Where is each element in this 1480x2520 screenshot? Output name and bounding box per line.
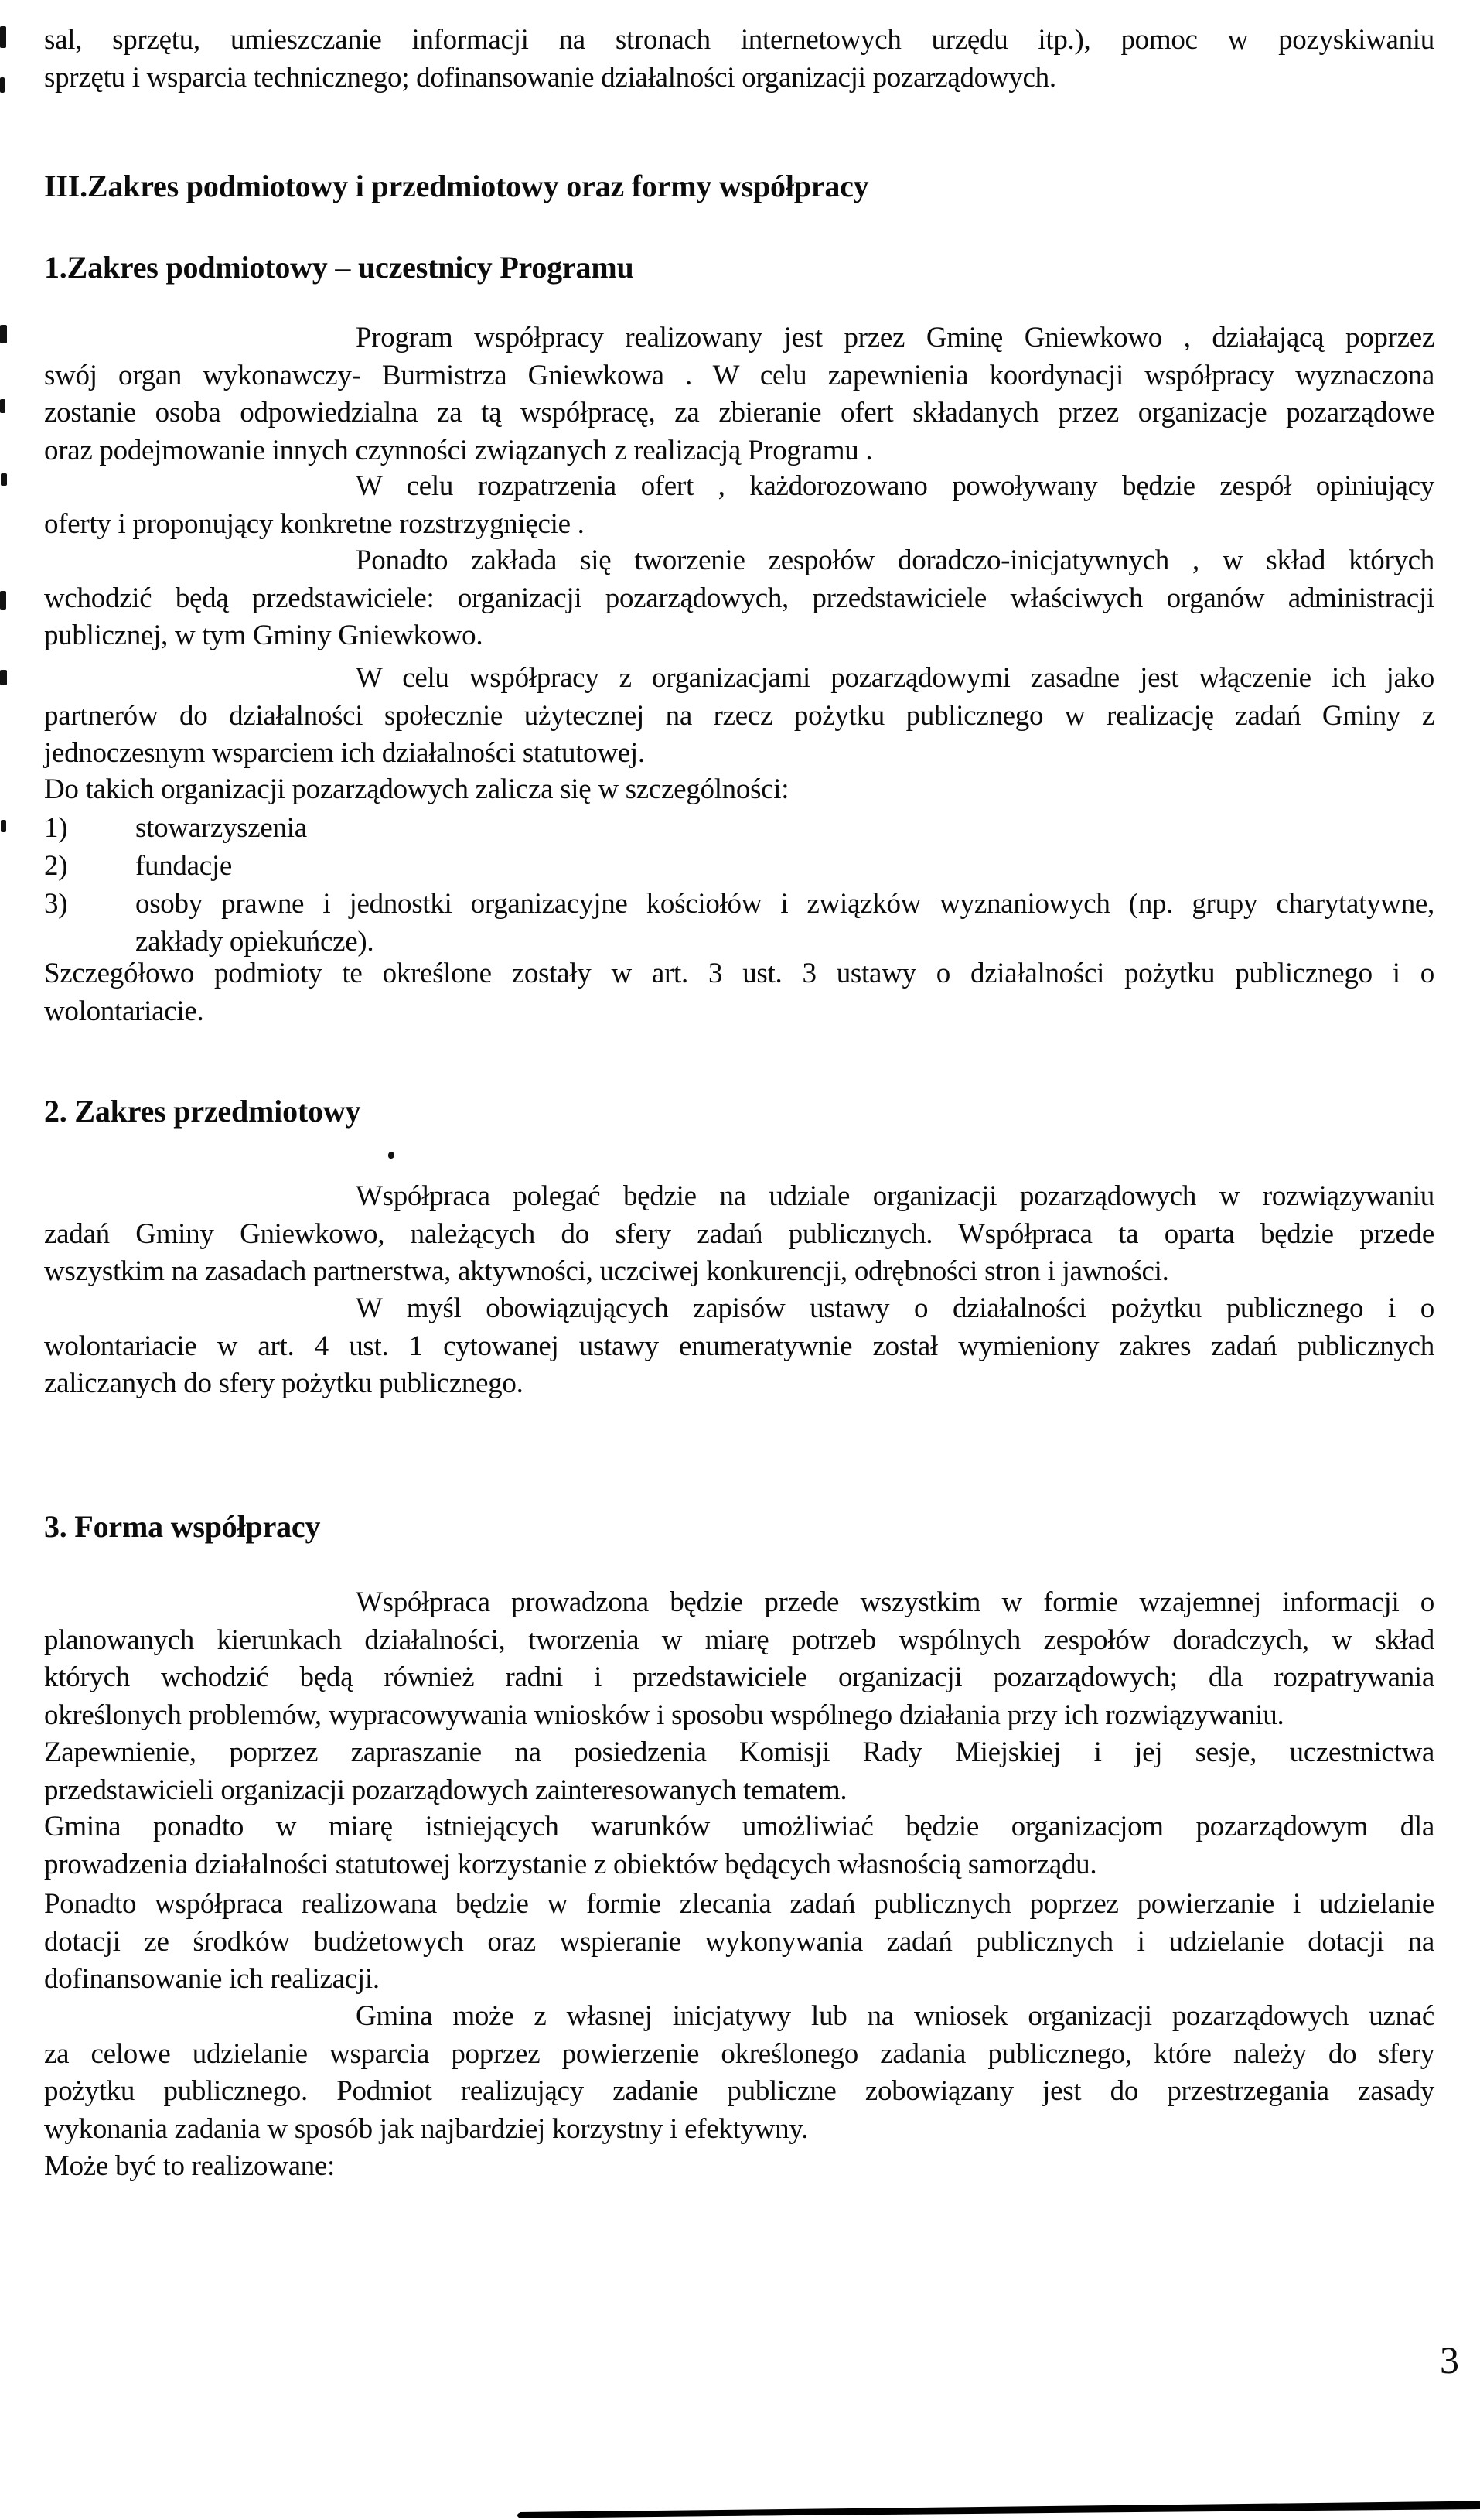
text-line: publicznej, w tym Gminy Gniewkowo. xyxy=(44,620,483,651)
text-line: zaliczanych do sfery pożytku publicznego. xyxy=(44,1368,523,1399)
text-line: oferty i proponujący konkretne rozstrzygnięcie . xyxy=(44,507,585,540)
text-line: W celu rozpatrzenia ofert , każdorozowano powoływany będzie zespół opiniujący xyxy=(356,470,1434,502)
list-item-text xyxy=(135,810,1434,848)
text-line: planowanych kierunkach działalności, tworzenia w miarę potrzeb wspólnych zespołów doradczych, w skład xyxy=(44,1624,1434,1656)
paragraph-legal-reference xyxy=(44,955,1434,1030)
paragraph-offer-review xyxy=(44,468,1434,543)
text-line: Zapewnienie, poprzez zapraszanie na posiedzenia Komisji Rady Miejskiej i jej sesje, uczestnictwa xyxy=(44,1736,1434,1768)
paragraph-realization-lead xyxy=(44,2148,1434,2186)
paragraph-cooperation-scope xyxy=(44,1178,1434,1291)
text-line: osoby prawne i jednostki organizacyjne kościołów i związków wyznaniowych (np. grupy charytatywne, xyxy=(135,888,1434,920)
text-line: stowarzyszenia xyxy=(135,812,307,844)
paragraph-facilities-use xyxy=(44,1808,1434,1883)
text-line: których wchodzić będą również radni i przedstawiciele organizacji pozarządowych; dla rozpatrywania xyxy=(44,1661,1434,1693)
page-number: 3 xyxy=(1440,2338,1459,2382)
text-line: Może być to realizowane: xyxy=(44,2150,335,2182)
paragraph-gmina-initiative xyxy=(44,1998,1434,2148)
text-line: dofinansowanie ich realizacji. xyxy=(44,1963,380,1995)
list-item-1 xyxy=(44,810,1434,848)
list-item-text xyxy=(135,848,1434,886)
text-line: W celu współpracy z organizacjami pozarządowymi zasadne jest włączenie ich jako xyxy=(356,662,1434,694)
paragraph-advisory-teams xyxy=(44,542,1434,655)
paragraph-org-types-lead xyxy=(44,771,1434,809)
scan-noise-speck xyxy=(0,670,7,685)
text-line: dotacji ze środków budżetowych oraz wspieranie wykonywania zadań publicznych i udzielanie dotacji na xyxy=(44,1925,1434,1958)
text-line: zadań Gminy Gniewkowo, należących do sfery zadań publicznych. Współpraca ta oparta będzie przede xyxy=(44,1217,1434,1250)
list-item-number: 2) xyxy=(44,850,68,882)
text-line: Ponadto zakłada się tworzenie zespołów doradczo-inicjatywnych , w skład których xyxy=(356,545,1434,576)
heading-section-iii: III.Zakres podmiotowy i przedmiotowy oraz formy współpracy xyxy=(44,169,869,203)
scan-noise-speck xyxy=(0,26,6,48)
scan-edge-line xyxy=(0,2489,1480,2520)
text-line: Ponadto współpraca realizowana będzie w formie zlecania zadań publicznych poprzez powierzanie i udzielanie xyxy=(44,1888,1434,1920)
text-line: wchodzić będą przedstawiciele: organizacji pozarządowych, przedstawiciele właściwych organów administracji xyxy=(44,582,1434,614)
text-line: wolontariacie w art. 4 ust. 1 cytowanej ustawy enumeratywnie został wymieniony zakres zadań publicznych xyxy=(44,1330,1434,1362)
list-item-number: 1) xyxy=(44,812,68,844)
paragraph-council-sessions xyxy=(44,1734,1434,1809)
text-line: partnerów do działalności społecznie użytecznej na rzecz pożytku publicznego w realizację zadań Gminy z xyxy=(44,699,1434,732)
scan-noise-speck xyxy=(0,325,7,343)
text-line: pożytku publicznego. Podmiot realizujący zadanie publiczne zobowiązany jest do przestrzegania zasady xyxy=(44,2075,1434,2107)
list-item-text xyxy=(135,886,1434,961)
text-line: swój organ wykonawczy- Burmistrza Gniewkowa . W celu zapewnienia koordynacji współpracy wyznaczona xyxy=(44,359,1434,391)
list-item-2 xyxy=(44,848,1434,886)
scan-artifact-dot xyxy=(388,1152,394,1159)
text-line: Gmina ponadto w miarę istniejących warunków umożliwiać będzie organizacjom pozarządowym dla xyxy=(44,1811,1434,1842)
text-line: jednoczesnym wsparciem ich działalności statutowej. xyxy=(44,737,645,769)
text-line: Szczegółowo podmioty te określone zostały w art. 3 ust. 3 ustawy o działalności pożytku publicznego i o xyxy=(44,958,1434,989)
heading-section-3: 3. Forma współpracy xyxy=(44,1509,321,1544)
paragraph-program-realization xyxy=(44,319,1434,470)
paragraph-intro xyxy=(44,22,1434,97)
text-line: Do takich organizacji pozarządowych zalicza się w szczególności: xyxy=(44,773,789,805)
text-line: przedstawicieli organizacji pozarządowych zainteresowanych tematem. xyxy=(44,1774,847,1806)
list-item-number: 3) xyxy=(44,888,68,920)
text-line: zakłady opiekuńcze). xyxy=(135,925,374,958)
text-line: określonych problemów, wypracowywania wniosków i sposobu wspólnego działania przy ich rozwiązywaniu. xyxy=(44,1699,1284,1731)
list-item-3 xyxy=(44,886,1434,961)
scan-noise-speck xyxy=(1,820,6,832)
scan-noise-speck xyxy=(0,591,6,610)
text-line: Gmina może z własnej inicjatywy lub na wniosek organizacji pozarządowych uznać xyxy=(356,2000,1434,2032)
text-line: wolontariacie. xyxy=(44,995,204,1027)
paragraph-partners-inclusion xyxy=(44,660,1434,773)
text-line: sprzętu i wsparcia technicznego; dofinansowanie działalności organizacji pozarządowych. xyxy=(44,61,1056,94)
text-line: fundacje xyxy=(135,850,232,882)
text-line: wykonania zadania w sposób jak najbardziej korzystny i efektywny. xyxy=(44,2112,809,2145)
text-line: za celowe udzielanie wsparcia poprzez powierzenie określonego zadania publicznego, które należy do sfery xyxy=(44,2037,1434,2070)
heading-section-2: 2. Zakres przedmiotowy xyxy=(44,1094,361,1129)
paragraph-law-article4 xyxy=(44,1290,1434,1403)
text-line: wszystkim na zasadach partnerstwa, aktywności, uczciwej konkurencji, odrębności stron i jawności. xyxy=(44,1255,1169,1287)
text-line: sal, sprzętu, umieszczanie informacji na stronach internetowych urzędu itp.), pomoc w pozyskiwaniu xyxy=(44,24,1434,56)
text-line: Współpraca polegać będzie na udziale organizacji pozarządowych w rozwiązywaniu xyxy=(356,1180,1434,1212)
text-line: Program współpracy realizowany jest przez Gminę Gniewkowo , działającą poprzez xyxy=(356,322,1434,353)
scan-noise-speck xyxy=(0,399,5,413)
text-line: Współpraca prowadzona będzie przede wszystkim w formie wzajemnej informacji o xyxy=(356,1586,1434,1618)
heading-subsection-1: 1.Zakres podmiotowy – uczestnicy Programu xyxy=(44,250,634,285)
text-line: zostanie osoba odpowiedzialna za tą współpracę, za zbieranie ofert składanych przez organizacje pozarządowe xyxy=(44,397,1434,429)
text-line: W myśl obowiązujących zapisów ustawy o działalności pożytku publicznego i o xyxy=(356,1292,1434,1324)
paragraph-task-delegation xyxy=(44,1886,1434,1999)
scan-noise-speck xyxy=(0,77,5,93)
text-line: prowadzenia działalności statutowej korzystanie z obiektów będących własnością samorządu. xyxy=(44,1848,1097,1880)
text-line: oraz podejmowanie innych czynności związanych z realizacją Programu . xyxy=(44,434,873,466)
scan-noise-speck xyxy=(1,473,7,486)
paragraph-cooperation-forms xyxy=(44,1584,1434,1734)
